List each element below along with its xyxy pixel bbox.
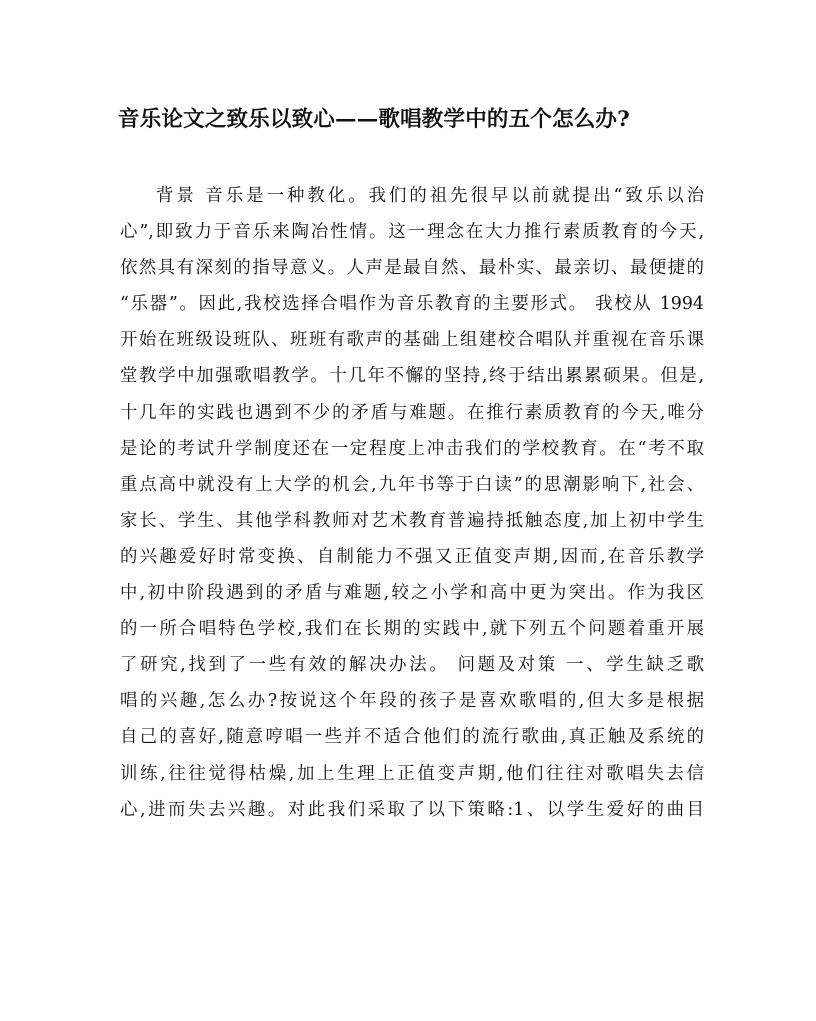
paragraph-line: 家长、学生、其他学科教师对艺术教育普遍持抵触态度,加上初中学生 — [120, 510, 704, 531]
paragraph-line: 背景 音乐是一种教化。我们的祖先很早以前就提出“致乐以治 — [156, 186, 704, 206]
paragraph-line: 的一所合唱特色学校,我们在长期的实践中,就下列五个问题着重开展 — [120, 619, 704, 640]
paragraph-line: 是论的考试升学制度还在一定程度上冲击我们的学校教育。在“考不取 — [120, 438, 704, 459]
paragraph-line: 十几年的实践也遇到不少的矛盾与难题。在推行素质教育的今天,唯分 — [120, 402, 704, 423]
document-title: 音乐论文之致乐以致心——歌唱教学中的五个怎么办? — [118, 107, 630, 132]
document-body — [120, 178, 704, 828]
paragraph-line: “乐器”。因此,我校选择合唱作为音乐教育的主要形式。 我校从 1994 — [120, 294, 704, 315]
paragraph-line: 心,进而失去兴趣。对此我们采取了以下策略:1、以学生爱好的曲目 — [120, 799, 704, 820]
paragraph-line: 自己的喜好,随意哼唱一些并不适合他们的流行歌曲,真正触及系统的 — [120, 727, 704, 748]
paragraph-line: 依然具有深刻的指导意义。人声是最自然、最朴实、最亲切、最便捷的 — [120, 258, 704, 279]
paragraph-line: 中,初中阶段遇到的矛盾与难题,较之小学和高中更为突出。作为我区 — [120, 583, 704, 604]
paragraph-line: 的兴趣爱好时常变换、自制能力不强又正值变声期,因而,在音乐教学 — [120, 546, 704, 567]
paragraph-line: 训练,往往觉得枯燥,加上生理上正值变声期,他们往往对歌唱失去信 — [120, 763, 704, 784]
paragraph-line: 重点高中就没有上大学的机会,九年书等于白读”的思潮影响下,社会、 — [120, 474, 704, 495]
paragraph-line: 堂教学中加强歌唱教学。十几年不懈的坚持,终于结出累累硕果。但是, — [120, 366, 704, 387]
paragraph-line: 了研究,找到了一些有效的解决办法。 问题及对策 一、学生缺乏歌 — [120, 655, 704, 676]
paragraph-line: 唱的兴趣,怎么办?按说这个年段的孩子是喜欢歌唱的,但大多是根据 — [120, 691, 704, 712]
paragraph-line: 开始在班级设班队、班班有歌声的基础上组建校合唱队并重视在音乐课 — [120, 330, 704, 351]
paragraph-line: 心”,即致力于音乐来陶冶性情。这一理念在大力推行素质教育的今天, — [120, 222, 704, 243]
